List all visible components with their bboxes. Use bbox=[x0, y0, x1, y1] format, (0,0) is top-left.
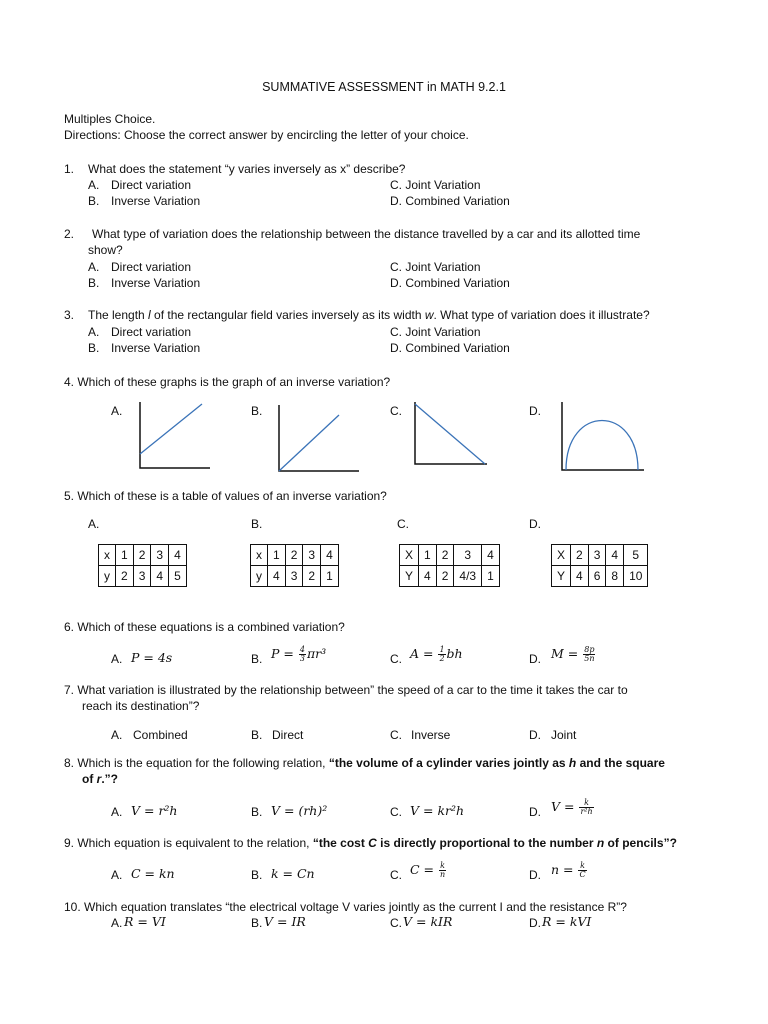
option-a-letter: A. bbox=[111, 805, 123, 819]
table-cell: Y bbox=[552, 566, 571, 587]
table-cell: 4 bbox=[169, 545, 187, 566]
table-row bbox=[99, 545, 187, 566]
table-cell: 3 bbox=[285, 566, 303, 587]
table-b bbox=[250, 544, 339, 587]
option-b-equation: V = IR bbox=[264, 914, 306, 929]
question-text: 6. Which of these equations is a combined variation? bbox=[64, 620, 345, 634]
table-c-label: C. bbox=[397, 517, 409, 531]
option-c-letter: C. bbox=[390, 728, 402, 742]
option-c: C. Joint Variation bbox=[390, 325, 481, 339]
table-cell: y bbox=[99, 566, 116, 587]
table-cell: 4 bbox=[268, 566, 286, 587]
table-cell: 5 bbox=[169, 566, 187, 587]
option-d-text: Joint bbox=[551, 728, 577, 742]
option-d: D. Combined Variation bbox=[390, 341, 510, 355]
table-a-label: A. bbox=[88, 517, 100, 531]
option-d-letter: D. bbox=[529, 805, 541, 819]
option-c-letter: C. bbox=[390, 805, 402, 819]
table-cell: 4 bbox=[419, 566, 437, 587]
option-a-equation: R = VI bbox=[124, 914, 166, 929]
option-a-equation: P = 4s bbox=[131, 650, 173, 665]
table-cell: 2 bbox=[571, 545, 589, 566]
option-b-equation: P = $\frac{4}{3}$ πr³ bbox=[271, 645, 327, 663]
question-text: 9. Which equation is equivalent to the relation, “the cost C is directly proportional to the number n of pencils”? bbox=[64, 836, 677, 850]
page-title: SUMMATIVE ASSESSMENT in MATH 9.2.1 bbox=[262, 80, 506, 94]
option-b-text: Inverse Variation bbox=[111, 276, 201, 290]
table-cell: 3 bbox=[303, 545, 321, 566]
directions: Directions: Choose the correct answer by encircling the letter of your choice. bbox=[64, 128, 469, 142]
table-cell: 8 bbox=[606, 566, 624, 587]
option-b-letter: B. bbox=[251, 652, 263, 666]
graph-c-decreasing-line bbox=[413, 402, 489, 468]
table-row bbox=[251, 545, 339, 566]
option-b-text: Inverse Variation bbox=[111, 194, 201, 208]
question-text-line1: 7. What variation is illustrated by the relationship between” the speed of a car to the time it takes the car to bbox=[64, 683, 628, 697]
question-text-line2: show? bbox=[88, 243, 123, 257]
option-b-letter: B. bbox=[251, 805, 263, 819]
question-text-line1: What type of variation does the relationship between the distance travelled by a car and its allotted time bbox=[92, 227, 641, 241]
question-text: 4. Which of these graphs is the graph of an inverse variation? bbox=[64, 375, 391, 389]
option-c: C. Joint Variation bbox=[390, 178, 481, 192]
table-cell: X bbox=[400, 545, 419, 566]
option-b-letter: B. bbox=[251, 728, 263, 742]
option-a-letter: A. bbox=[88, 260, 100, 274]
option-a-letter: A. bbox=[111, 916, 123, 930]
option-c-letter: C. bbox=[390, 652, 402, 666]
graph-b-label: B. bbox=[251, 404, 263, 418]
section-heading: Multiples Choice. bbox=[64, 112, 156, 126]
question-text: 10. Which equation translates “the electrical voltage V varies jointly as the current I and the resistance R”? bbox=[64, 900, 627, 914]
question-number: 1. bbox=[64, 162, 75, 176]
table-cell: 4 bbox=[571, 566, 589, 587]
option-c-text: Inverse bbox=[411, 728, 451, 742]
question-text: What does the statement “y varies inversely as x” describe? bbox=[88, 162, 406, 176]
table-cell: 4 bbox=[482, 545, 500, 566]
table-cell: 3 bbox=[454, 545, 482, 566]
option-d-equation: V = $\frac{k}{\text{r²h}}$ bbox=[551, 798, 593, 816]
option-b-equation: k = Cn bbox=[271, 866, 315, 881]
option-b-equation: V = (rh)² bbox=[271, 803, 328, 818]
table-row bbox=[99, 566, 187, 587]
option-a-letter: A. bbox=[88, 325, 100, 339]
table-row bbox=[400, 566, 500, 587]
option-d-equation: M = $\frac{8p}{5n}$ bbox=[551, 645, 595, 663]
table-cell: 4 bbox=[151, 566, 169, 587]
option-a-equation: C = kn bbox=[131, 866, 175, 881]
table-cell: 4 bbox=[606, 545, 624, 566]
option-c-letter: C. bbox=[390, 868, 402, 882]
table-cell: 2 bbox=[303, 566, 321, 587]
table-a bbox=[98, 544, 187, 587]
table-c bbox=[399, 544, 500, 587]
graph-c-label: C. bbox=[390, 404, 402, 418]
option-d-letter: D. bbox=[529, 916, 541, 930]
option-d-equation: n = $\frac{k}{C}$ bbox=[551, 861, 586, 879]
table-cell: x bbox=[251, 545, 268, 566]
graph-a-label: A. bbox=[111, 404, 123, 418]
table-row bbox=[552, 545, 648, 566]
graph-a-increasing-line bbox=[138, 402, 212, 472]
table-cell: Y bbox=[400, 566, 419, 587]
option-b-text: Direct bbox=[272, 728, 304, 742]
question-number: 3. bbox=[64, 308, 75, 322]
graph-d-arch-curve bbox=[560, 402, 646, 474]
option-a-letter: A. bbox=[88, 178, 100, 192]
option-b-text: Inverse Variation bbox=[111, 341, 201, 355]
table-cell: x bbox=[99, 545, 116, 566]
table-cell: 3 bbox=[151, 545, 169, 566]
option-b-letter: B. bbox=[251, 868, 263, 882]
question-text-line2: reach its destination”? bbox=[82, 699, 200, 713]
option-d-letter: D. bbox=[529, 728, 541, 742]
option-a-text: Direct variation bbox=[111, 260, 192, 274]
option-c-equation: C = $\frac{k}{n}$ bbox=[410, 861, 446, 879]
option-d-letter: D. bbox=[529, 652, 541, 666]
table-cell: 2 bbox=[116, 566, 134, 587]
option-d-equation: R = kVI bbox=[542, 914, 592, 929]
table-row bbox=[400, 545, 500, 566]
graph-b-proportional-line bbox=[277, 405, 361, 475]
option-b-letter: B. bbox=[88, 276, 100, 290]
option-d: D. Combined Variation bbox=[390, 194, 510, 208]
graph-d-label: D. bbox=[529, 404, 541, 418]
question-text-line1: 8. Which is the equation for the following relation, “the volume of a cylinder varies jointly as h and the square bbox=[64, 756, 665, 770]
table-cell: 5 bbox=[624, 545, 648, 566]
table-cell: 1 bbox=[268, 545, 286, 566]
table-row bbox=[552, 566, 648, 587]
option-a-letter: A. bbox=[111, 652, 123, 666]
option-a-equation: V = r²h bbox=[131, 803, 178, 818]
table-cell: 6 bbox=[588, 566, 606, 587]
question-text: 5. Which of these is a table of values of an inverse variation? bbox=[64, 489, 387, 503]
question-text: The length l of the rectangular field varies inversely as its width w. What type of variation does it illustrate? bbox=[88, 308, 650, 322]
table-cell: 3 bbox=[588, 545, 606, 566]
table-cell: X bbox=[552, 545, 571, 566]
option-c-equation: V = kr²h bbox=[410, 803, 465, 818]
option-b-letter: B. bbox=[88, 194, 100, 208]
question-text-line2: of r.”? bbox=[82, 772, 119, 786]
option-a-text: Direct variation bbox=[111, 325, 192, 339]
table-cell: 4 bbox=[321, 545, 339, 566]
table-cell: y bbox=[251, 566, 268, 587]
table-row bbox=[251, 566, 339, 587]
option-c: C. Joint Variation bbox=[390, 260, 481, 274]
option-c-equation: A = $\frac{1}{2}$ bh bbox=[410, 645, 463, 663]
option-a-letter: A. bbox=[111, 728, 123, 742]
table-cell: 2 bbox=[285, 545, 303, 566]
option-c-equation: V = kIR bbox=[403, 914, 453, 929]
table-d bbox=[551, 544, 648, 587]
option-b-letter: B. bbox=[88, 341, 100, 355]
table-cell: 1 bbox=[482, 566, 500, 587]
option-d: D. Combined Variation bbox=[390, 276, 510, 290]
table-cell: 4/3 bbox=[454, 566, 482, 587]
table-cell: 2 bbox=[133, 545, 151, 566]
table-b-label: B. bbox=[251, 517, 263, 531]
table-cell: 1 bbox=[419, 545, 437, 566]
table-cell: 10 bbox=[624, 566, 648, 587]
table-d-label: D. bbox=[529, 517, 541, 531]
option-c-letter: C. bbox=[390, 916, 402, 930]
option-a-letter: A. bbox=[111, 868, 123, 882]
table-cell: 1 bbox=[116, 545, 134, 566]
table-cell: 3 bbox=[133, 566, 151, 587]
option-d-letter: D. bbox=[529, 868, 541, 882]
table-cell: 1 bbox=[321, 566, 339, 587]
question-number: 2. bbox=[64, 227, 75, 241]
table-cell: 2 bbox=[436, 545, 454, 566]
option-a-text: Combined bbox=[133, 728, 188, 742]
option-a-text: Direct variation bbox=[111, 178, 192, 192]
table-cell: 2 bbox=[436, 566, 454, 587]
option-b-letter: B. bbox=[251, 916, 263, 930]
